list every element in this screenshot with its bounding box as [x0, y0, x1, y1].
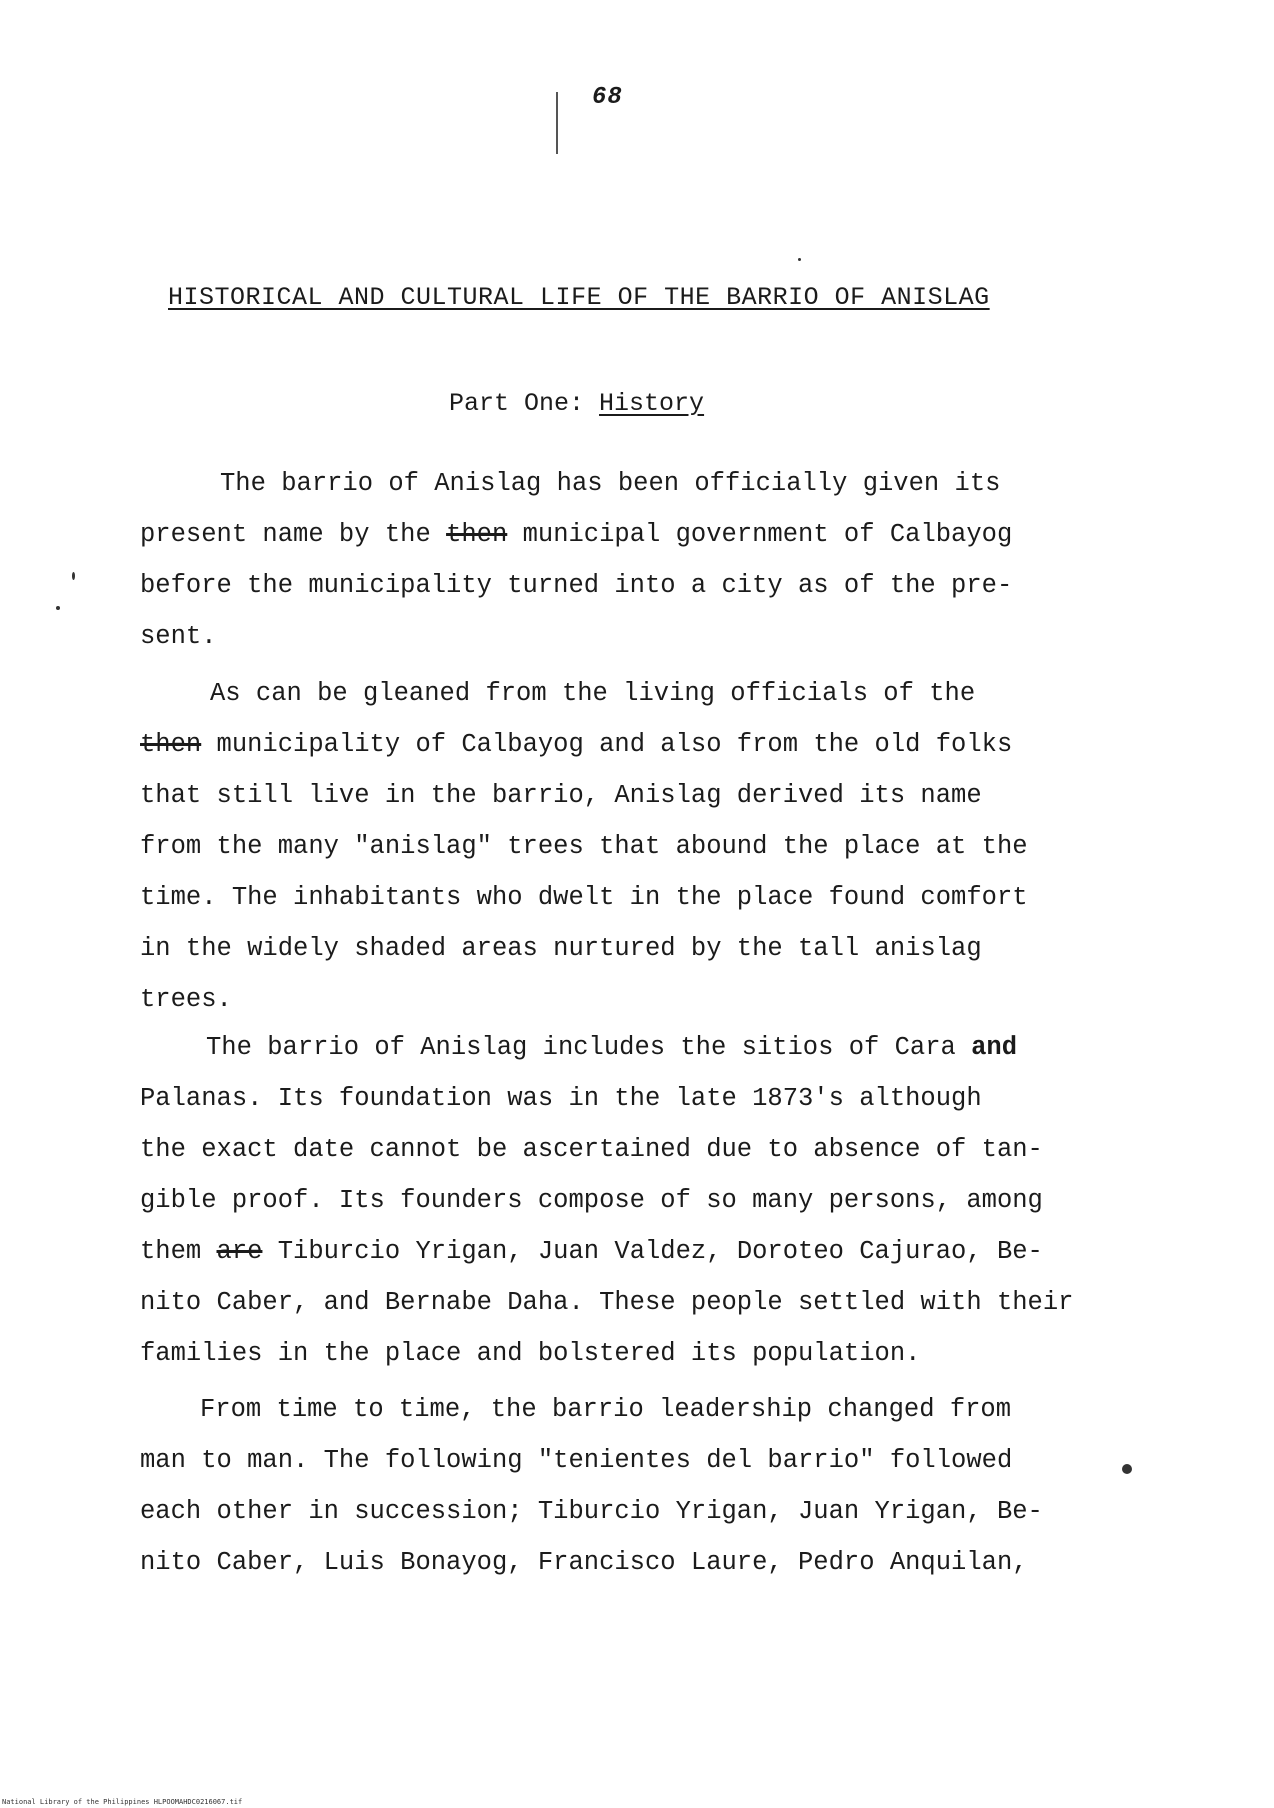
paragraph-2	[140, 668, 1130, 1025]
bold-word: and	[971, 1033, 1018, 1062]
part-heading-prefix: Part One:	[449, 389, 600, 418]
text-line: in the widely shaded areas nurtured by the tall anislag	[140, 934, 982, 963]
document-title: HISTORICAL AND CULTURAL LIFE OF THE BARRIO OF ANISLAG	[168, 283, 990, 312]
text-segment: municipal government of Calbayog	[507, 520, 1013, 549]
paragraph-4	[140, 1384, 1130, 1588]
text-line: the exact date cannot be ascertained due to absence of tan-	[140, 1135, 1043, 1164]
text-line: gible proof. Its founders compose of so many persons, among	[140, 1186, 1043, 1215]
scan-speck	[56, 606, 60, 610]
binding-mark	[556, 92, 558, 154]
struck-word: then	[140, 730, 202, 759]
text-line: Palanas. Its foundation was in the late 1873's although	[140, 1084, 982, 1113]
text-line: before the municipality turned into a city as of the pre-	[140, 571, 1013, 600]
text-line: from the many "anislag" trees that abound the place at the	[140, 832, 1028, 861]
scan-footer: National Library of the Philippines HLPOOMAHDC0216067.tif	[2, 1798, 243, 1806]
text-line: sent.	[140, 622, 217, 651]
paragraph-3	[140, 1022, 1130, 1379]
text-line	[140, 1226, 1130, 1277]
scan-speck	[72, 572, 75, 580]
text-line	[140, 719, 1130, 770]
scan-speck	[798, 258, 801, 261]
text-segment: them	[140, 1237, 217, 1266]
part-heading-underlined: History	[599, 389, 705, 418]
text-line: nito Caber, and Bernabe Daha. These people settled with their	[140, 1288, 1074, 1317]
struck-word: are	[216, 1237, 263, 1266]
text-segment: present name by the	[140, 520, 447, 549]
paragraph-1	[140, 458, 1130, 662]
text-line: man to man. The following "tenientes del barrio" followed	[140, 1446, 1013, 1475]
struck-word: then	[446, 520, 508, 549]
scan-speck	[1122, 1464, 1132, 1474]
text-line: nito Caber, Luis Bonayog, Francisco Laure, Pedro Anquilan,	[140, 1548, 1028, 1577]
text-line: each other in succession; Tiburcio Yrigan, Juan Yrigan, Be-	[140, 1497, 1043, 1526]
text-line: time. The inhabitants who dwelt in the place found comfort	[140, 883, 1028, 912]
text-line: trees.	[140, 985, 232, 1014]
text-segment: The barrio of Anislag includes the sitios of Cara	[206, 1033, 972, 1062]
text-line	[140, 509, 1130, 560]
text-line: that still live in the barrio, Anislag derived its name	[140, 781, 982, 810]
text-line: The barrio of Anislag has been officially given its	[220, 469, 1001, 498]
text-segment: Tiburcio Yrigan, Juan Valdez, Doroteo Cajurao, Be-	[262, 1237, 1043, 1266]
part-heading	[449, 389, 704, 418]
text-line	[140, 1022, 1130, 1073]
text-line: families in the place and bolstered its population.	[140, 1339, 921, 1368]
page-number: 68	[592, 84, 623, 111]
text-segment: municipality of Calbayog and also from the old folks	[201, 730, 1013, 759]
text-line: As can be gleaned from the living officials of the	[210, 679, 976, 708]
text-line: From time to time, the barrio leadership changed from	[200, 1395, 1012, 1424]
